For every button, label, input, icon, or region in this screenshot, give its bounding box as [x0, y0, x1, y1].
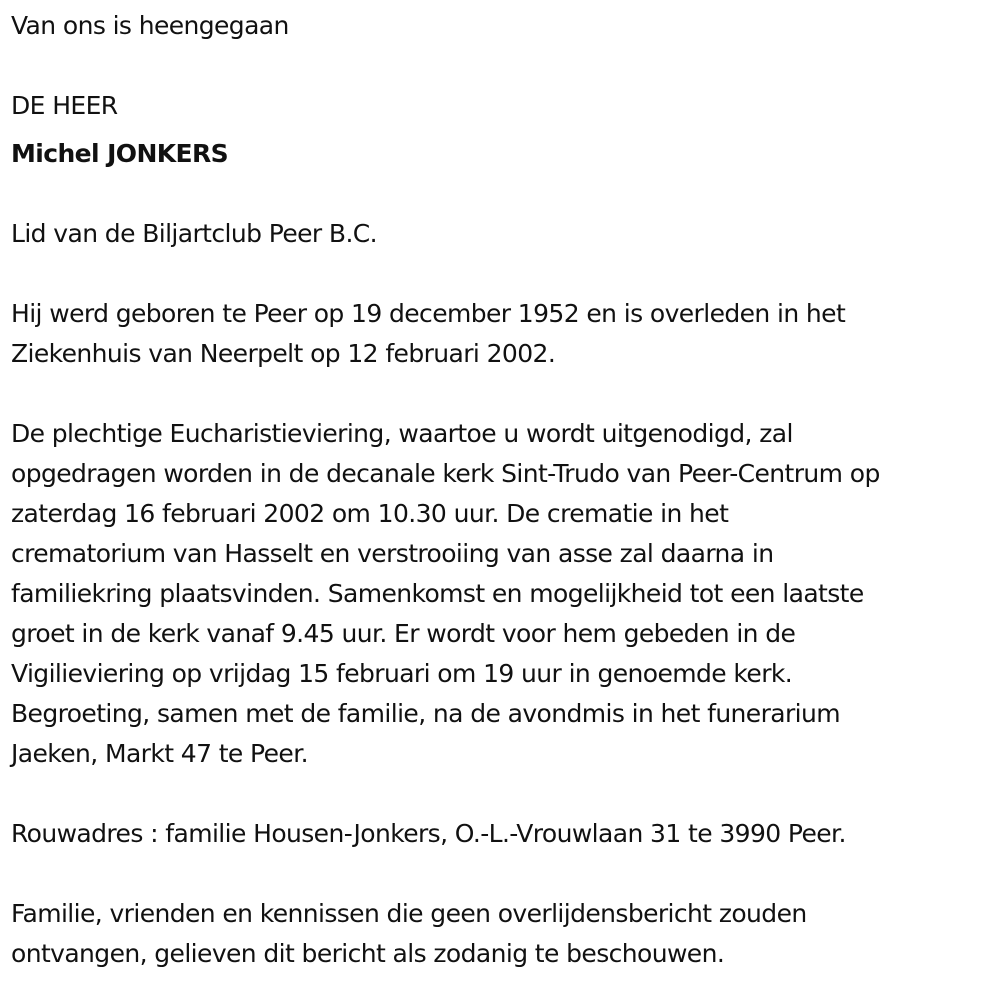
spacer: [11, 126, 996, 134]
closing-paragraph: [11, 894, 996, 974]
spacer: [11, 174, 996, 214]
paragraph-line: groet in de kerk vanaf 9.45 uur. Er wordt voor hem gebeden in de: [11, 619, 796, 648]
spacer: [11, 254, 996, 294]
birth-death-paragraph: [11, 294, 996, 374]
paragraph-line: Jaeken, Markt 47 te Peer.: [11, 739, 308, 768]
spacer: [11, 46, 996, 86]
spacer: [11, 374, 996, 414]
intro-line: Van ons is heengegaan: [11, 11, 289, 40]
spacer: [11, 774, 996, 814]
paragraph-line: Vigilieviering op vrijdag 15 februari om 19 uur in genoemde kerk.: [11, 659, 793, 688]
paragraph-line: Familie, vrienden en kennissen die geen overlijdensbericht zouden: [11, 899, 807, 928]
spacer: [11, 854, 996, 894]
title-prefix: DE HEER: [11, 91, 118, 120]
deceased-name: Michel JONKERS: [11, 139, 229, 168]
paragraph-line: familiekring plaatsvinden. Samenkomst en mogelijkheid tot een laatste: [11, 579, 864, 608]
paragraph-line: Ziekenhuis van Neerpelt op 12 februari 2002.: [11, 339, 556, 368]
paragraph-line: Begroeting, samen met de familie, na de avondmis in het funerarium: [11, 699, 841, 728]
membership-line: Lid van de Biljartclub Peer B.C.: [11, 219, 378, 248]
paragraph-line: De plechtige Eucharistieviering, waartoe u wordt uitgenodigd, zal: [11, 419, 793, 448]
paragraph-line: zaterdag 16 februari 2002 om 10.30 uur. De crematie in het: [11, 499, 729, 528]
paragraph-line: opgedragen worden in de decanale kerk Sint-Trudo van Peer-Centrum op: [11, 459, 880, 488]
paragraph-line: Hij werd geboren te Peer op 19 december 1952 en is overleden in het: [11, 299, 846, 328]
paragraph-line: ontvangen, gelieven dit bericht als zodanig te beschouwen.: [11, 939, 725, 968]
ceremony-paragraph: [11, 414, 996, 774]
mourning-address: Rouwadres : familie Housen-Jonkers, O.-L.-Vrouwlaan 31 te 3990 Peer.: [11, 819, 846, 848]
paragraph-line: crematorium van Hasselt en verstrooiing van asse zal daarna in: [11, 539, 774, 568]
obituary-document: [11, 6, 996, 974]
